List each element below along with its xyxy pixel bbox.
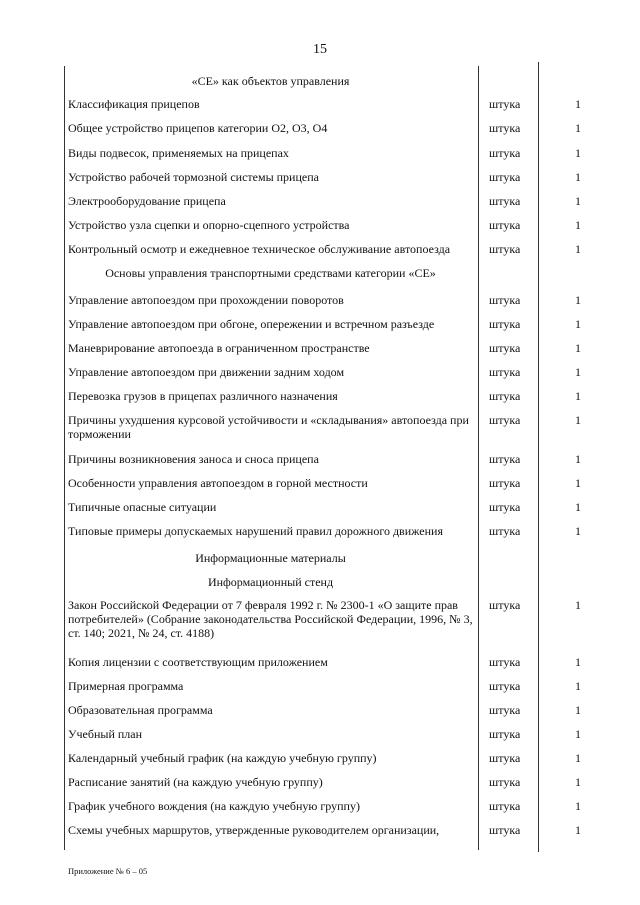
item-name: Классификация прицепов xyxy=(68,97,200,111)
item-quantity: 1 xyxy=(575,476,581,490)
item-name: Закон Российской Федерации от 7 февраля 1992 г. № 2300-1 «О защите прав потребителей» (Собрание законодательства Российской Федерации, 1996, № 3, ст. 140; 2021, № 24, ст. 4188) xyxy=(68,598,473,640)
item-name: Копия лицензии с соответствующим приложением xyxy=(68,655,328,669)
item-unit: штука xyxy=(489,365,521,379)
item-quantity: 1 xyxy=(575,413,581,427)
item-name: Причины ухудшения курсовой устойчивости и «складывания» автопоезда при торможении xyxy=(68,413,469,441)
item-name: Учебный план xyxy=(68,727,143,741)
section-heading: Информационные материалы xyxy=(195,551,346,565)
item-name: Контрольный осмотр и ежедневное техническое обслуживание автопоезда xyxy=(68,242,451,256)
footer-note: Приложение № 6 – 05 xyxy=(68,866,148,876)
item-unit: штука xyxy=(489,727,521,741)
item-unit: штука xyxy=(489,703,521,717)
item-name: График учебного вождения (на каждую учебную группу) xyxy=(68,799,360,813)
item-name: Примерная программа xyxy=(68,679,184,693)
item-unit: штука xyxy=(489,751,521,765)
item-name: Схемы учебных маршрутов, утвержденные руководителем организации, xyxy=(68,823,440,837)
item-unit: штука xyxy=(489,341,521,355)
item-unit: штука xyxy=(489,413,521,427)
item-quantity: 1 xyxy=(575,524,581,538)
item-quantity: 1 xyxy=(575,598,581,612)
item-quantity: 1 xyxy=(575,97,581,111)
item-unit: штука xyxy=(489,146,521,160)
item-unit: штука xyxy=(489,170,521,184)
item-name: Виды подвесок, применяемых на прицепах xyxy=(68,146,289,160)
item-quantity: 1 xyxy=(575,775,581,789)
item-name: Образовательная программа xyxy=(68,703,213,717)
section-heading: «СЕ» как объектов управления xyxy=(191,74,350,88)
item-name: Электрооборудование прицепа xyxy=(68,194,226,208)
item-name: Перевозка грузов в прицепах различного назначения xyxy=(68,389,338,403)
item-unit: штука xyxy=(489,598,521,612)
item-quantity: 1 xyxy=(575,799,581,813)
item-quantity: 1 xyxy=(575,242,581,256)
item-unit: штука xyxy=(489,121,521,135)
item-quantity: 1 xyxy=(575,293,581,307)
item-quantity: 1 xyxy=(575,703,581,717)
item-name: Управление автопоездом при движении задним ходом xyxy=(68,365,345,379)
page-number: 15 xyxy=(313,42,327,57)
item-unit: штука xyxy=(489,500,521,514)
item-unit: штука xyxy=(489,194,521,208)
item-name: Управление автопоездом при обгоне, опережении и встречном разъезде xyxy=(68,317,435,331)
table-left-border xyxy=(64,66,65,850)
item-name: Календарный учебный график (на каждую учебную группу) xyxy=(68,751,377,765)
item-unit: штука xyxy=(489,218,521,232)
section-heading: Основы управления транспортными средствами категории «СЕ» xyxy=(105,266,436,280)
section-heading: Информационный стенд xyxy=(207,575,334,589)
item-quantity: 1 xyxy=(575,170,581,184)
item-quantity: 1 xyxy=(575,452,581,466)
item-quantity: 1 xyxy=(575,500,581,514)
item-quantity: 1 xyxy=(575,727,581,741)
item-quantity: 1 xyxy=(575,218,581,232)
item-quantity: 1 xyxy=(575,146,581,160)
item-name: Маневрирование автопоезда в ограниченном пространстве xyxy=(68,341,370,355)
item-name: Расписание занятий (на каждую учебную группу) xyxy=(68,775,323,789)
item-unit: штука xyxy=(489,524,521,538)
item-quantity: 1 xyxy=(575,365,581,379)
item-unit: штука xyxy=(489,679,521,693)
item-unit: штука xyxy=(489,452,521,466)
item-name: Типичные опасные ситуации xyxy=(68,500,217,514)
item-unit: штука xyxy=(489,655,521,669)
item-quantity: 1 xyxy=(575,389,581,403)
item-name: Управление автопоездом при прохождении поворотов xyxy=(68,293,344,307)
item-quantity: 1 xyxy=(575,679,581,693)
item-quantity: 1 xyxy=(575,317,581,331)
item-unit: штука xyxy=(489,799,521,813)
item-name: Устройство рабочей тормозной системы прицепа xyxy=(68,170,319,184)
item-quantity: 1 xyxy=(575,823,581,837)
item-name: Типовые примеры допускаемых нарушений правил дорожного движения xyxy=(68,524,443,538)
item-name: Устройство узла сцепки и опорно-сцепного устройства xyxy=(68,218,350,232)
item-name: Особенности управления автопоездом в горной местности xyxy=(68,476,368,490)
item-unit: штука xyxy=(489,823,521,837)
table-column-divider-1 xyxy=(478,66,479,850)
item-quantity: 1 xyxy=(575,655,581,669)
item-unit: штука xyxy=(489,775,521,789)
item-unit: штука xyxy=(489,242,521,256)
item-unit: штука xyxy=(489,476,521,490)
item-quantity: 1 xyxy=(575,121,581,135)
item-unit: штука xyxy=(489,293,521,307)
item-quantity: 1 xyxy=(575,751,581,765)
item-quantity: 1 xyxy=(575,341,581,355)
item-unit: штука xyxy=(489,317,521,331)
item-unit: штука xyxy=(489,97,521,111)
item-unit: штука xyxy=(489,389,521,403)
item-quantity: 1 xyxy=(575,194,581,208)
item-name: Причины возникновения заноса и сноса прицепа xyxy=(68,452,319,466)
item-name: Общее устройство прицепов категории О2, О3, О4 xyxy=(68,121,328,135)
